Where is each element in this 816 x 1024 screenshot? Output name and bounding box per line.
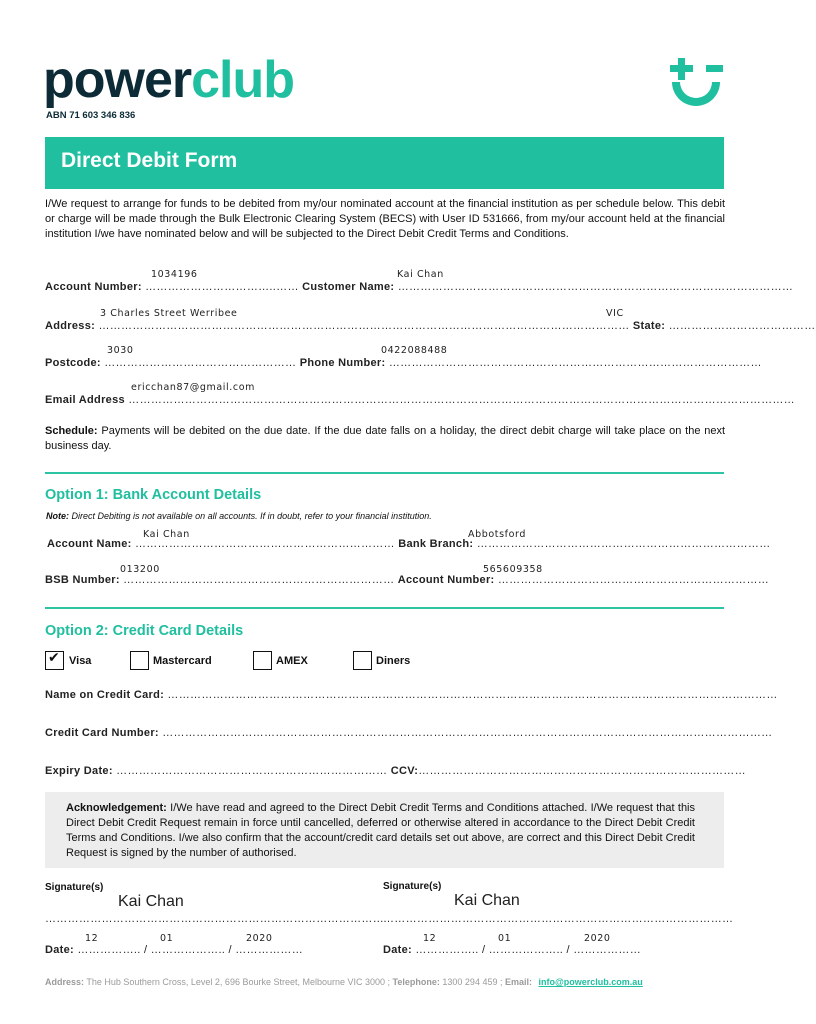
option1-note-text: Direct Debiting is not available on all accounts. If in doubt, refer to your financial institution.	[71, 511, 432, 521]
account-number-label: Account Number:	[45, 281, 142, 293]
section-divider-1	[45, 472, 724, 474]
option1-title: Option 1: Bank Account Details	[45, 487, 262, 503]
schedule-label: Schedule:	[45, 425, 98, 437]
footer-email-label: Email:	[504, 977, 532, 987]
signature-name-2: Kai Chan	[454, 892, 520, 909]
customer-name-value: Kai Chan	[397, 269, 444, 280]
acknowledgement-box	[45, 792, 724, 868]
date-label-2: Date:	[383, 944, 413, 956]
account-name-branch-row: Account Name: …………………………………………………………… Bank Branch: ……………………………………………………………………	[47, 538, 771, 550]
amex-label: AMEX	[276, 655, 308, 667]
acknowledgement-label: Acknowledgement:	[66, 802, 167, 814]
mastercard-checkbox[interactable]	[130, 651, 149, 670]
abn-text: ABN 71 603 346 836	[46, 110, 136, 121]
option1-note-label: Note:	[46, 511, 69, 521]
bsb-number-value: 013200	[120, 564, 160, 575]
bank-branch-value: Abbotsford	[468, 529, 526, 540]
acknowledgement-text	[66, 801, 695, 861]
signature-name-1: Kai Chan	[118, 893, 184, 910]
schedule-text: Payments will be debited on the due date. If the due date falls on a holiday, the direct debit charge will take place on the next business day.	[45, 425, 726, 452]
signature-label-1: Signature(s)	[45, 882, 104, 893]
form-title: Direct Debit Form	[61, 149, 238, 172]
name-on-card-label: Name on Credit Card:	[45, 689, 165, 701]
logo-text-power: power	[43, 51, 192, 109]
footer-telephone-label: Telephone:	[392, 977, 440, 987]
date-year-2: 2020	[584, 933, 611, 944]
date-row-2: Date: …………….. / ……………….. / ………………	[383, 944, 642, 956]
bsb-number-label: BSB Number:	[45, 574, 120, 586]
state-value: VIC	[606, 308, 624, 319]
signature-label-2: Signature(s)	[383, 881, 442, 892]
visa-label: Visa	[69, 655, 92, 667]
checkmark-icon: ✔	[48, 650, 60, 666]
date-day-2: 12	[423, 933, 437, 944]
footer-address-text: The Hub Southern Cross, Level 2, 696 Bourke Street, Melbourne VIC 3000 ;	[86, 977, 391, 987]
customer-name-label: Customer Name:	[302, 281, 395, 293]
schedule-paragraph	[45, 424, 725, 454]
form-banner	[45, 137, 724, 189]
card-number-row: Credit Card Number: ………………………………………………………………………………………………………………………………………………	[45, 727, 773, 739]
section-divider-2	[45, 607, 724, 609]
email-address-label: Email Address	[45, 394, 125, 406]
bank-account-name-label: Account Name:	[47, 538, 132, 550]
account-number-value: 1034196	[151, 269, 198, 280]
date-row-1: Date: …………….. / ……………….. / ………………	[45, 944, 304, 956]
footer-address-label: Address:	[45, 977, 85, 987]
option2-title: Option 2: Credit Card Details	[45, 623, 244, 639]
signature-line-1: ………………………………………………………………………………	[45, 913, 384, 925]
footer	[45, 977, 725, 987]
date-month-1: 01	[160, 933, 174, 944]
diners-label: Diners	[376, 655, 411, 667]
state-label: State:	[632, 320, 666, 332]
address-label: Address:	[45, 320, 96, 332]
mastercard-label: Mastercard	[153, 655, 212, 667]
footer-email-link[interactable]: info@powerclub.com.au	[538, 977, 643, 987]
ccv-label: CCV:	[390, 765, 419, 777]
date-day-1: 12	[85, 933, 99, 944]
name-on-card-row: Name on Credit Card: ………………………………………………………………………………………………………………………………………………	[45, 689, 778, 701]
postcode-label: Postcode:	[45, 357, 101, 369]
phone-number-label: Phone Number:	[299, 357, 386, 369]
expiry-date-label: Expiry Date:	[45, 765, 113, 777]
acknowledgement-body: I/We have read and agreed to the Direct Debit Credit Terms and Conditions attached. I/We request that this Direct Debit Credit Request remain in force until cancelled, deferred or otherwise altered in accordance to the Direct Debit Credit Terms and Conditions. I/we also confirm that the account/credit card details set out above, are correct and this Direct Debit Credit Request is signed by the number of authorised.	[66, 802, 696, 859]
powerclub-mark-icon	[668, 56, 726, 112]
postcode-phone-row: Postcode: …………………………………………… Phone Number: ………………………………………………………………………………………	[45, 357, 762, 369]
account-customer-row: Account Number: ……………………………..…… Customer Name: ……………………………………………………………………………………………	[45, 281, 794, 293]
signature-line-2: …………………………………………………………………………………	[383, 913, 734, 925]
date-label-1: Date:	[45, 944, 75, 956]
diners-checkbox[interactable]	[353, 651, 372, 670]
bsb-account-row: BSB Number: ……………………………………………………………… Account Number: ………………………………………………………………	[45, 574, 770, 586]
address-state-row: Address: …………………………………………………………………………………………………………………………… State: …………………………………	[45, 320, 816, 332]
visa-checkbox[interactable]	[45, 651, 64, 670]
date-month-2: 01	[498, 933, 512, 944]
bank-account-number-value: 565609358	[483, 564, 543, 575]
amex-checkbox[interactable]	[253, 651, 272, 670]
expiry-ccv-row: Expiry Date: ……………………………………………………………… CCV:……………………………………………………………………………	[45, 765, 746, 777]
intro-paragraph: I/We request to arrange for funds to be debited from my/our nominated account at the financial institution as per schedule below. This debit or charge will be made through the Bulk Electronic Clearing System (BECS) with User ID 531666, from my/our account held at the financial institution I/we have nominated below and will be subjected to the Direct Debit Credit Terms and Conditions.	[45, 198, 725, 240]
brand-logo	[43, 50, 294, 110]
logo-text-club: club	[191, 51, 295, 109]
bank-branch-label: Bank Branch:	[398, 538, 474, 550]
postcode-value: 3030	[107, 345, 134, 356]
phone-number-value: 0422088488	[381, 345, 448, 356]
email-address-value: ericchan87@gmail.com	[131, 382, 255, 393]
bank-account-name-value: Kai Chan	[143, 529, 190, 540]
card-number-label: Credit Card Number:	[45, 727, 159, 739]
option1-note	[46, 511, 432, 521]
date-year-1: 2020	[246, 933, 273, 944]
address-value: 3 Charles Street Werribee	[100, 308, 238, 319]
footer-telephone-text: 1300 294 459 ;	[442, 977, 503, 987]
bank-account-number-label: Account Number:	[397, 574, 495, 586]
email-row: Email Address ……………………………………………………………………………………………………………………………………………………………	[45, 394, 795, 406]
